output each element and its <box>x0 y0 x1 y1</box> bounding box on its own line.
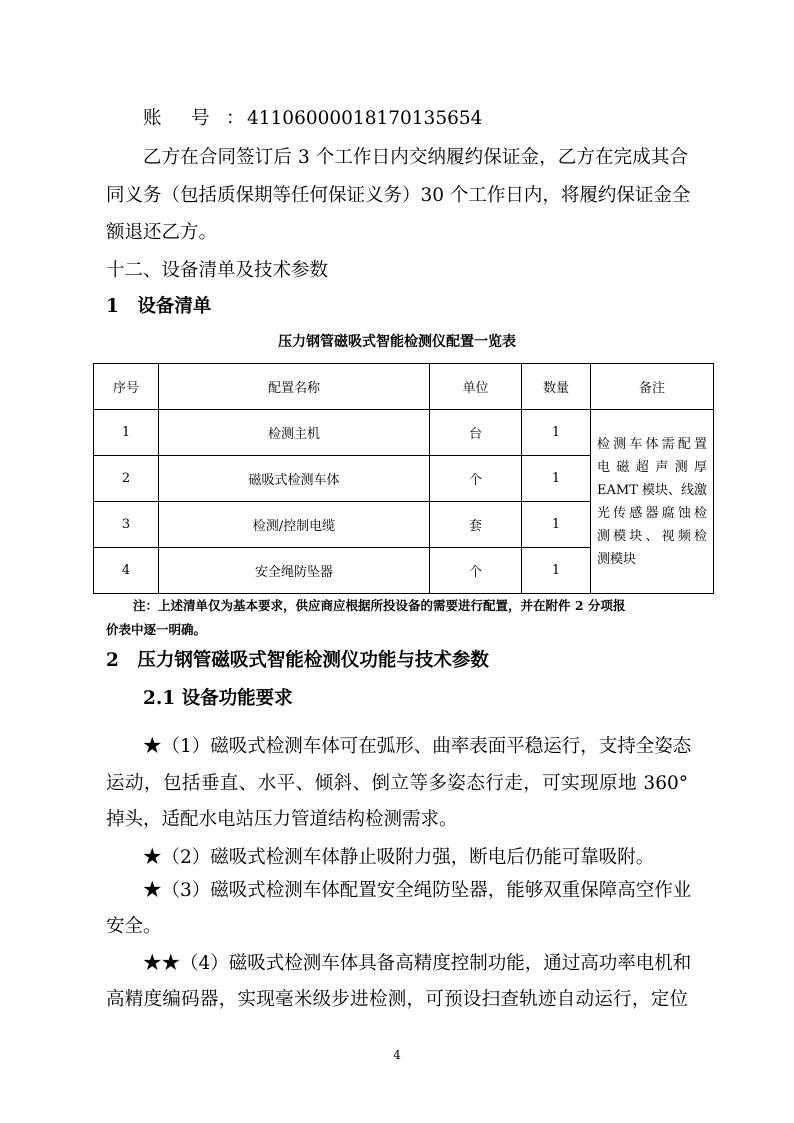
table-title: 压力钢管磁吸式智能检测仪配置一览表 <box>278 334 516 350</box>
deposit-paragraph-line-1: 乙方在合同签订后 3 个工作日内交纳履约保证金，乙方在完成其合 <box>143 147 688 168</box>
row-no: 1 <box>94 410 159 456</box>
requirement-3-line-2: 安全。 <box>106 916 162 937</box>
table-row <box>94 410 714 456</box>
function-requirements-subheading: 2.1 设备功能要求 <box>143 688 293 709</box>
remark-line: 光传感器腐蚀检 <box>597 505 707 521</box>
requirement-1-line-1: ★（1）磁吸式检测车体可在弧形、曲率表面平稳运行，支持全姿态 <box>143 736 692 757</box>
row-qty: 1 <box>522 410 591 456</box>
row-name: 检测主机 <box>159 410 430 456</box>
requirement-1-line-2: 运动，包括垂直、水平、倾斜、倒立等多姿态行走，可实现原地 360° <box>106 773 688 794</box>
table-note-line-1: 注：上述清单仅为基本要求，供应商应根据所投设备的需要进行配置，并在附件 2 分项报 <box>133 598 626 613</box>
table-note-line-2: 价表中逐一明确。 <box>106 622 207 637</box>
deposit-paragraph-line-3: 额退还乙方。 <box>106 222 218 243</box>
row-qty: 1 <box>522 502 591 548</box>
requirement-3-line-1: ★（3）磁吸式检测车体配置安全绳防坠器，能够双重保障高空作业 <box>143 880 692 901</box>
requirement-4-line-1: ★★（4）磁吸式检测车体具备高精度控制功能，通过高功率电机和 <box>143 953 692 974</box>
account-number: 41106000018170135654 <box>247 108 483 129</box>
section-2-heading: 2 压力钢管磁吸式智能检测仪功能与技术参数 <box>106 650 489 671</box>
row-qty: 1 <box>522 456 591 502</box>
equipment-list-subheading: 1 设备清单 <box>106 296 212 317</box>
row-no: 2 <box>94 456 159 502</box>
deposit-paragraph-line-2: 同义务（包括质保期等任何保证义务）30 个工作日内，将履约保证金全 <box>106 185 691 206</box>
requirement-4-line-2: 高精度编码器，实现毫米级步进检测，可预设扫查轨迹自动运行，定位 <box>106 989 688 1010</box>
account-colon: ： <box>226 108 245 129</box>
remark-line: 检测车体需配置 <box>597 436 707 452</box>
page-number: 4 <box>393 1048 401 1062</box>
requirement-2: ★（2）磁吸式检测车体静止吸附力强，断电后仍能可靠吸附。 <box>143 847 655 868</box>
row-qty: 1 <box>522 548 591 594</box>
row-no: 4 <box>94 548 159 594</box>
header-remark: 备注 <box>591 364 714 410</box>
remark-cell <box>591 410 714 594</box>
row-unit: 台 <box>430 410 522 456</box>
account-label-char-2: 号 <box>191 108 210 129</box>
remark-line: 测模块 <box>597 551 637 567</box>
row-unit: 套 <box>430 502 522 548</box>
header-qty: 数量 <box>522 364 591 410</box>
remark-line: EAMT 模块、线激 <box>597 482 707 498</box>
configuration-table <box>93 363 714 594</box>
section-12-heading: 十二、设备清单及技术参数 <box>106 260 329 281</box>
remark-line: 电磁超声测厚 <box>597 459 707 475</box>
row-name: 检测/控制电缆 <box>159 502 430 548</box>
remark-line: 测模块、视频检 <box>597 528 707 544</box>
row-unit: 个 <box>430 548 522 594</box>
header-name: 配置名称 <box>159 364 430 410</box>
header-no: 序号 <box>94 364 159 410</box>
row-name: 安全绳防坠器 <box>159 548 430 594</box>
account-label-char-1: 账 <box>143 108 162 129</box>
header-unit: 单位 <box>430 364 522 410</box>
row-no: 3 <box>94 502 159 548</box>
row-unit: 个 <box>430 456 522 502</box>
row-name: 磁吸式检测车体 <box>159 456 430 502</box>
requirement-1-line-3: 掉头，适配水电站压力管道结构检测需求。 <box>106 809 458 830</box>
table-header-row <box>94 364 714 410</box>
